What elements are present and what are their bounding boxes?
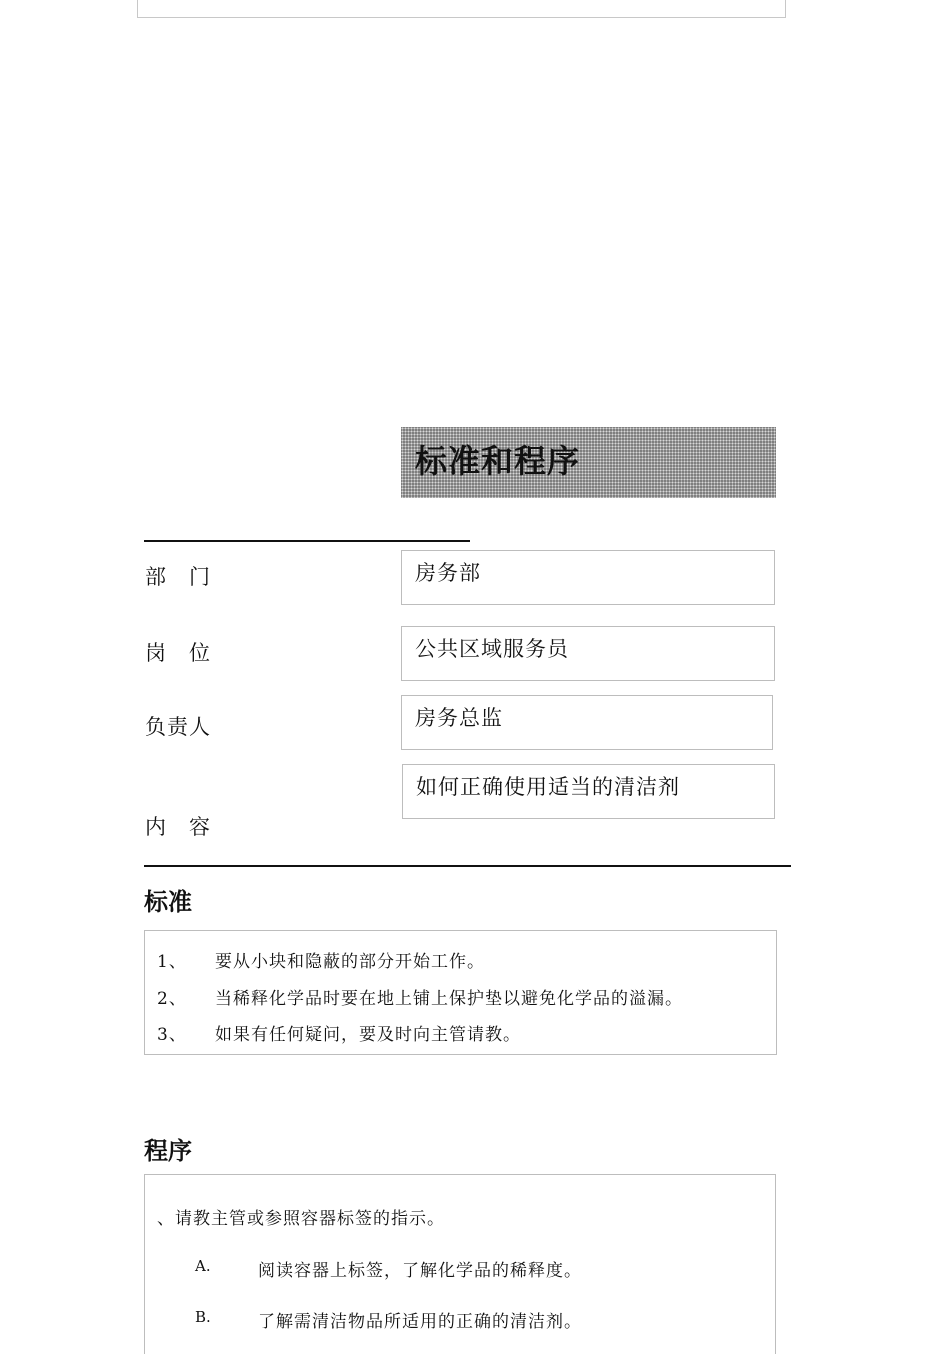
responsible-field [401, 695, 773, 750]
previous-page-box [137, 0, 786, 18]
item-text: 当稀释化学品时要在地上铺上保护垫以避免化学品的溢漏。 [215, 989, 683, 1009]
standards-list [144, 930, 777, 1055]
content-value: 如何正确使用适当的清洁剂 [416, 775, 680, 799]
position-field [401, 626, 775, 681]
section-divider [144, 865, 791, 867]
content-field [402, 764, 775, 819]
content-label: 内 容 [145, 815, 211, 839]
item-number: 1、 [157, 952, 187, 972]
item-text: 如果有任何疑问，要及时向主管请教。 [215, 1025, 521, 1045]
header-divider [144, 540, 470, 542]
item-letter: B. [195, 1308, 211, 1326]
list-item [145, 1256, 775, 1280]
item-text: 要从小块和隐蔽的部分开始工作。 [215, 952, 485, 972]
responsible-label: 负责人 [145, 715, 211, 739]
item-letter: A. [195, 1257, 211, 1275]
standards-heading: 标准 [144, 888, 192, 916]
list-item [145, 1307, 775, 1331]
item-text: 阅读容器上标签，了解化学品的稀释度。 [258, 1261, 582, 1281]
department-label: 部 门 [145, 565, 211, 589]
position-label: 岗 位 [145, 641, 211, 665]
procedures-heading: 程序 [144, 1137, 192, 1165]
position-value: 公共区域服务员 [415, 637, 569, 661]
banner-title: 标准和程序 [415, 442, 581, 480]
department-value: 房务部 [415, 561, 481, 585]
responsible-value: 房务总监 [415, 706, 503, 730]
item-number: 2、 [157, 989, 187, 1009]
title-banner [401, 427, 776, 498]
procedures-list [144, 1174, 776, 1354]
item-text: 了解需清洁物品所适用的正确的清洁剂。 [258, 1312, 582, 1332]
department-field [401, 550, 775, 605]
procedure-intro: 、请教主管或参照容器标签的指示。 [157, 1209, 445, 1229]
item-number: 3、 [157, 1025, 187, 1045]
